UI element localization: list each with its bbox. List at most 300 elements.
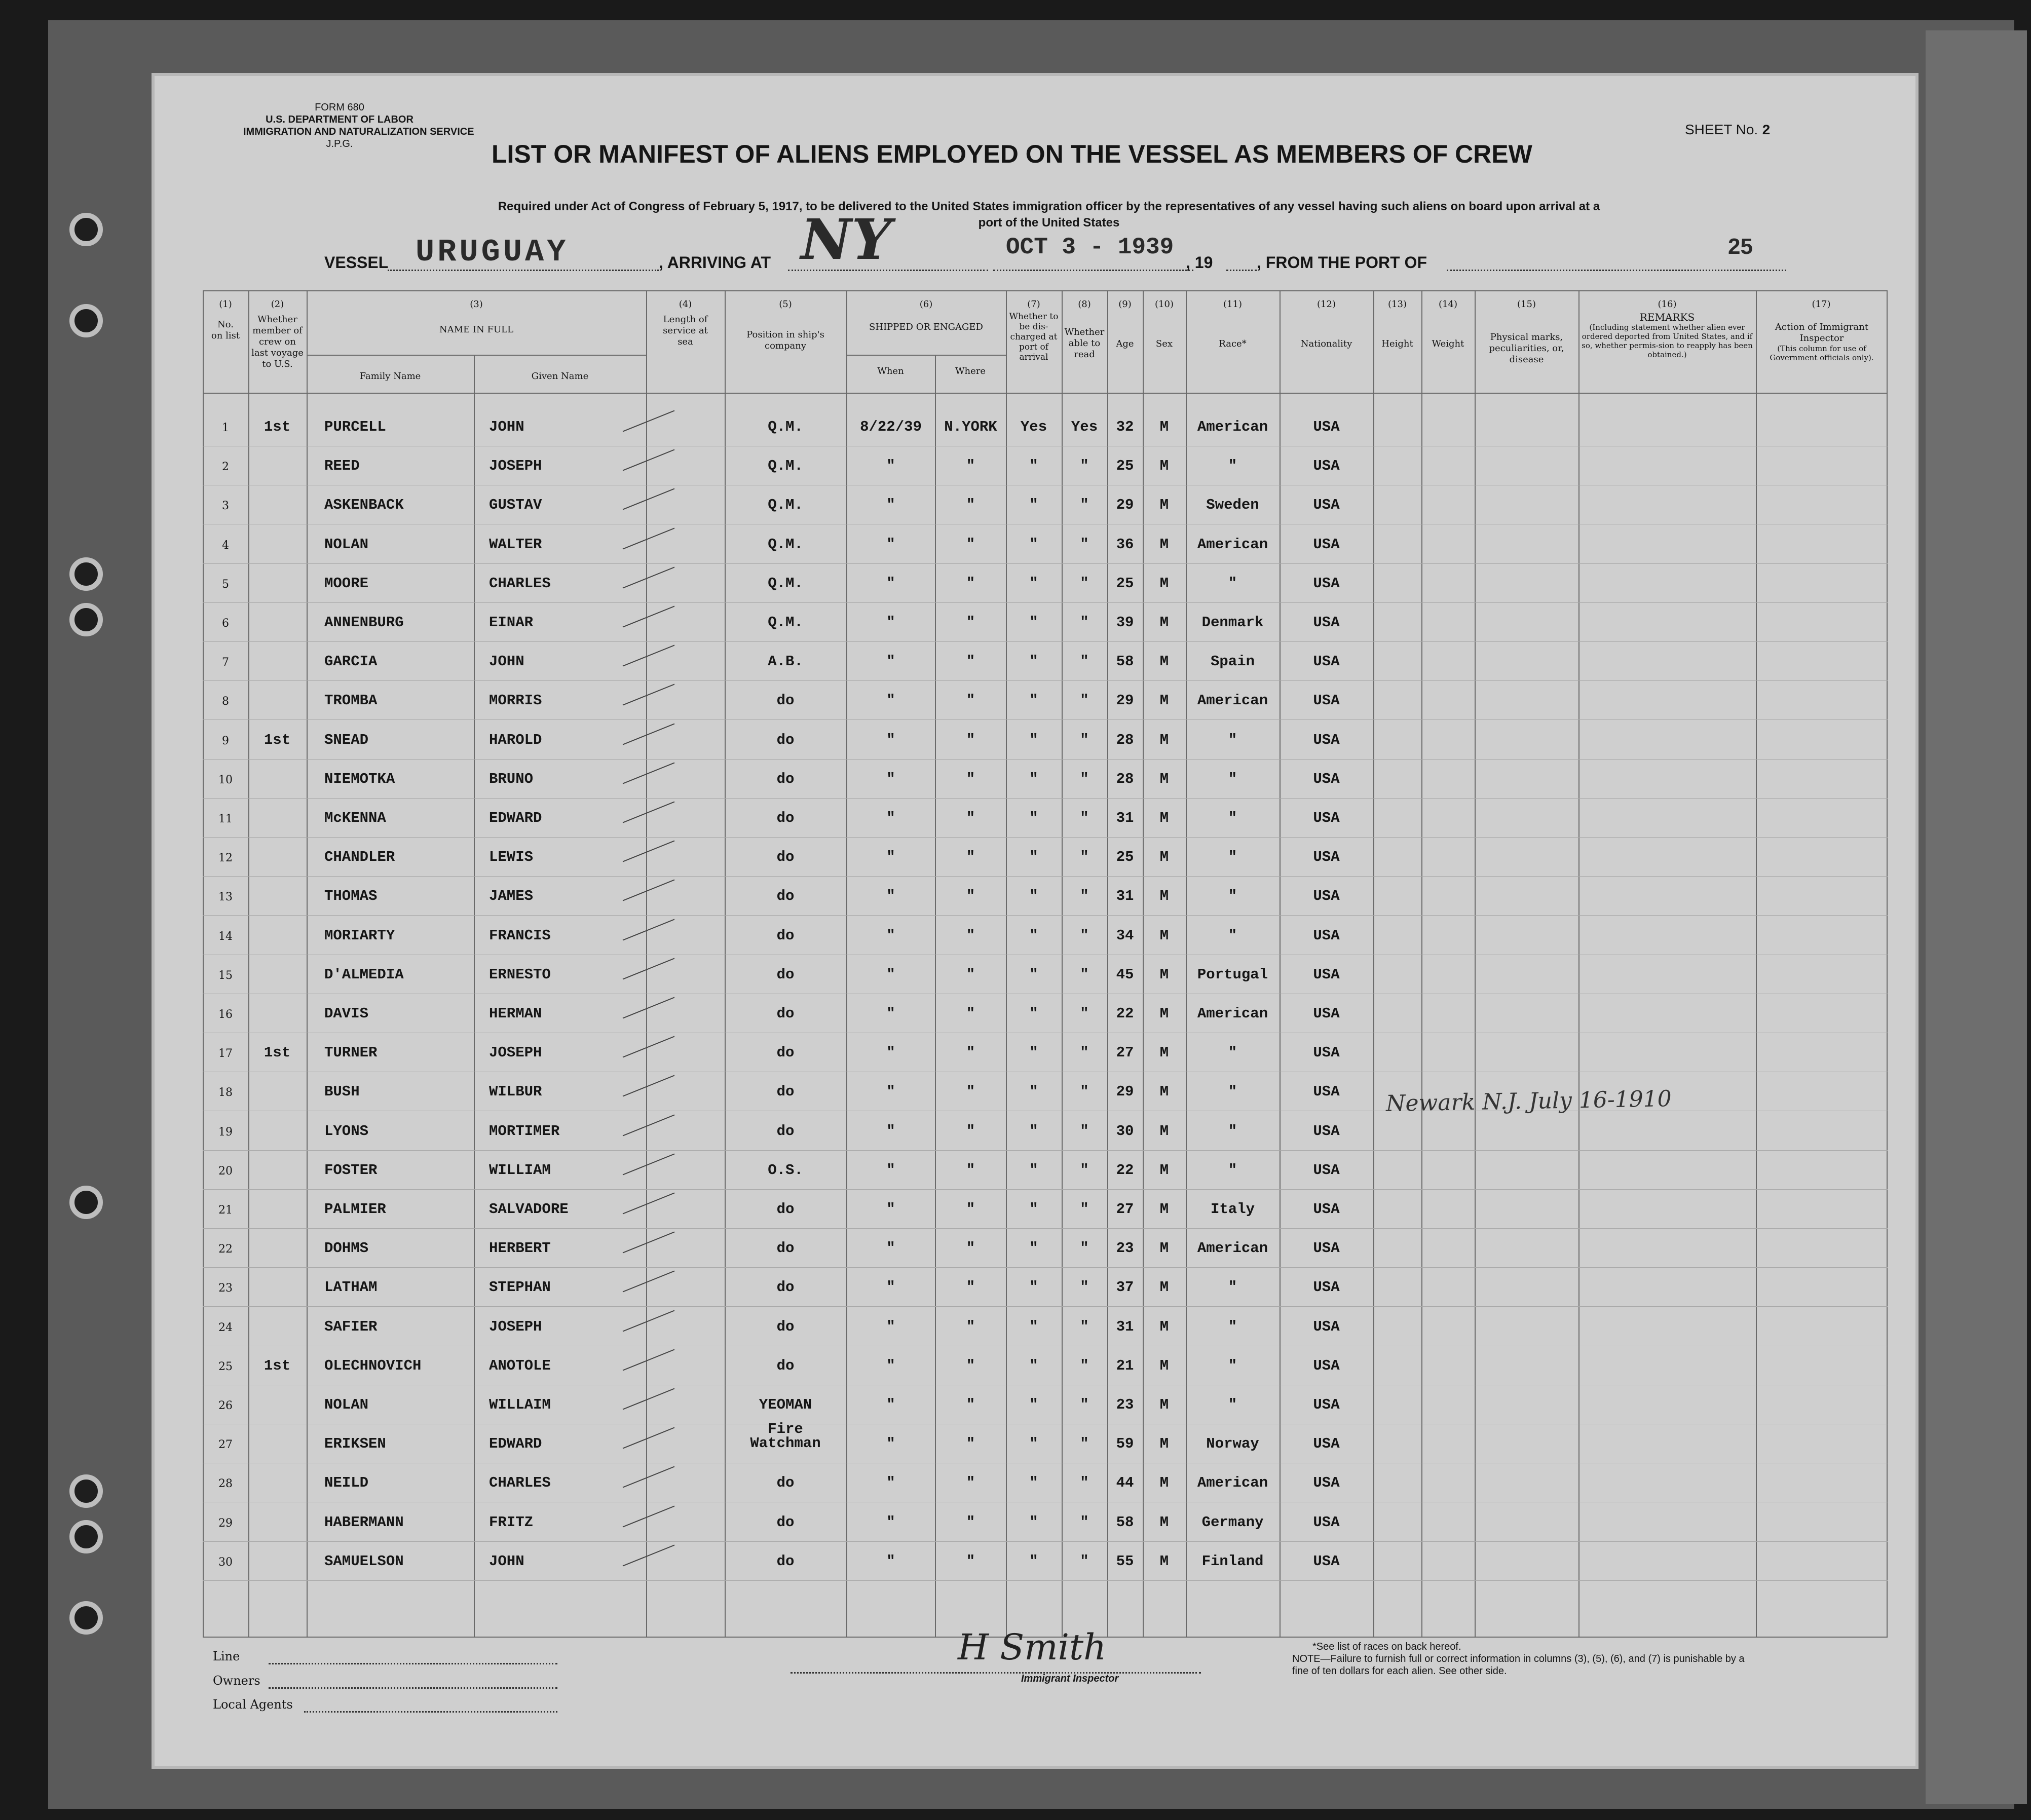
header-height: Height [1381, 338, 1413, 349]
given-name-cell: WILBUR [489, 1083, 542, 1101]
form-number: FORM 680 [315, 102, 364, 113]
shipped-when-cell: " [886, 1513, 895, 1531]
family-name-cell: PURCELL [324, 419, 386, 435]
position-cell: Q.M. [768, 497, 803, 514]
nationality-cell: USA [1313, 419, 1340, 435]
shipped-where-cell: " [966, 1122, 975, 1140]
nationality-cell: USA [1313, 1474, 1340, 1492]
nationality-cell: USA [1313, 1318, 1340, 1335]
discharged-cell: " [1029, 927, 1038, 944]
shipped-when-cell: 8/22/39 [860, 419, 922, 435]
nationality-cell: USA [1313, 770, 1340, 787]
col-num: (17) [1812, 299, 1831, 310]
able-to-read-cell: " [1080, 458, 1089, 475]
nationality-cell: USA [1313, 1435, 1340, 1453]
age-cell: 23 [1116, 1240, 1134, 1257]
able-to-read-cell: " [1080, 614, 1089, 631]
family-name-cell: PALMIER [324, 1201, 386, 1218]
sex-cell: M [1159, 1318, 1169, 1335]
table-top-rule [203, 290, 1888, 291]
race-cell: " [1228, 1279, 1237, 1296]
column-divider [1421, 291, 1422, 1637]
family-name-cell: THOMAS [324, 888, 378, 905]
vessel-label: VESSEL [324, 253, 389, 272]
col-num: (15) [1517, 299, 1536, 310]
header-discharged: Whether to be dis-charged at port of arrival [1009, 312, 1059, 362]
name-header-rule [307, 355, 646, 356]
row-number-cell: 19 [218, 1125, 233, 1139]
shipped-when-cell: " [886, 614, 895, 631]
shipped-where-cell: " [966, 1435, 975, 1453]
shipped-where-cell: " [966, 966, 975, 983]
able-to-read-cell: " [1080, 1513, 1089, 1531]
sex-cell: M [1159, 614, 1169, 631]
header-age: Age [1116, 338, 1134, 349]
discharged-cell: " [1029, 1435, 1038, 1453]
shipped-where-cell: " [966, 614, 975, 631]
race-cell: " [1228, 1357, 1237, 1374]
shipped-when-cell: " [886, 497, 895, 514]
able-to-read-cell: " [1080, 1044, 1089, 1061]
col-num: (13) [1388, 299, 1407, 310]
row-number-cell: 4 [222, 539, 229, 552]
row-number-cell: 28 [218, 1477, 233, 1491]
given-name-cell: JOSEPH [489, 458, 542, 475]
age-cell: 27 [1116, 1044, 1134, 1061]
name-subdivider [474, 355, 475, 1637]
header-shipped-or-engaged: SHIPPED OR ENGAGED [869, 322, 983, 332]
sex-cell: M [1159, 1357, 1169, 1374]
family-name-cell: DAVIS [324, 1005, 369, 1022]
position-cell: do [776, 849, 795, 866]
position-cell: do [776, 1279, 795, 1296]
col-num: (7) [1027, 299, 1040, 310]
race-cell: " [1228, 575, 1237, 592]
position-cell: YEOMAN [759, 1396, 812, 1413]
nationality-cell: USA [1313, 692, 1340, 709]
given-name-cell: JOHN [489, 653, 524, 670]
sheet-label: SHEET No. [1685, 122, 1758, 137]
row-rule [203, 1150, 1888, 1151]
shipped-where-cell: " [966, 1552, 975, 1570]
row-number-cell: 3 [222, 500, 229, 513]
shipped-when-cell: " [886, 888, 895, 905]
sex-cell: M [1159, 653, 1169, 670]
sex-cell: M [1159, 1513, 1169, 1531]
discharged-cell: " [1029, 1318, 1038, 1335]
shipped-when-cell: " [886, 1357, 895, 1374]
discharged-cell: " [1029, 849, 1038, 866]
nationality-cell: USA [1313, 653, 1340, 670]
race-cell: Spain [1210, 653, 1255, 670]
row-number-cell: 7 [222, 656, 229, 669]
position-cell: do [776, 1474, 795, 1492]
position-cell: do [776, 966, 795, 983]
row-rule [203, 602, 1888, 603]
header-no-on-list: No. on list [211, 319, 240, 341]
age-cell: 39 [1116, 614, 1134, 631]
sex-cell: M [1159, 810, 1169, 826]
position-cell: do [776, 810, 795, 826]
vessel-name: URUGUAY [416, 234, 569, 270]
family-name-cell: SNEAD [324, 731, 369, 748]
col-num: (6) [919, 299, 933, 310]
printer-code: J.P.G. [326, 138, 353, 149]
position-cell: do [776, 1240, 795, 1257]
given-name-cell: CHARLES [489, 1474, 551, 1492]
local-agents-label: Local Agents [213, 1697, 293, 1712]
row-number-cell: 24 [218, 1321, 233, 1334]
race-cell: " [1228, 1396, 1237, 1413]
race-cell: " [1228, 1161, 1237, 1179]
column-divider [307, 291, 308, 1637]
race-cell: " [1228, 1122, 1237, 1140]
age-cell: 22 [1116, 1005, 1134, 1022]
shipped-when-cell: " [886, 1240, 895, 1257]
age-cell: 58 [1116, 653, 1134, 670]
nationality-cell: USA [1313, 575, 1340, 592]
age-cell: 31 [1116, 888, 1134, 905]
row-rule [203, 1228, 1888, 1229]
age-cell: 21 [1116, 1357, 1134, 1374]
header-given-name: Given Name [531, 371, 589, 382]
row-number-cell: 13 [218, 891, 233, 904]
row-number-cell: 8 [222, 695, 229, 708]
sex-cell: M [1159, 1044, 1169, 1061]
shipped-where-cell: " [966, 888, 975, 905]
age-cell: 28 [1116, 770, 1134, 787]
discharged-cell: " [1029, 1552, 1038, 1570]
nationality-cell: USA [1313, 731, 1340, 748]
agents-dots [304, 1711, 557, 1713]
family-name-cell: SAMUELSON [324, 1552, 404, 1570]
row-rule [203, 680, 1888, 681]
age-cell: 27 [1116, 1201, 1134, 1218]
owners-dots [269, 1687, 557, 1689]
age-cell: 25 [1116, 849, 1134, 866]
row-rule [203, 759, 1888, 760]
row-number-cell: 23 [218, 1282, 233, 1295]
shipped-where-cell: " [966, 458, 975, 475]
given-name-cell: JOSEPH [489, 1044, 542, 1061]
nationality-cell: USA [1313, 536, 1340, 553]
shipped-when-cell: " [886, 927, 895, 944]
row-rule [203, 719, 1888, 720]
race-cell: Portugal [1197, 966, 1268, 983]
row-rule [203, 798, 1888, 799]
binder-hole [69, 603, 103, 636]
able-to-read-cell: " [1080, 731, 1089, 748]
row-number-cell: 12 [218, 852, 233, 865]
header-sex: Sex [1155, 338, 1173, 349]
able-to-read-cell: " [1080, 1005, 1089, 1022]
row-number-cell: 9 [222, 734, 229, 747]
family-name-cell: FOSTER [324, 1161, 378, 1179]
position-cell: do [776, 770, 795, 787]
shipped-where-cell: " [966, 575, 975, 592]
nationality-cell: USA [1313, 1240, 1340, 1257]
position-cell: Q.M. [768, 614, 803, 631]
col-num: (16) [1658, 299, 1677, 310]
shipped-when-cell: " [886, 1083, 895, 1101]
row-number-cell: 26 [218, 1399, 233, 1412]
able-to-read-cell: " [1080, 692, 1089, 709]
position-cell: do [776, 692, 795, 709]
inspector-label: Immigrant Inspector [1021, 1673, 1119, 1684]
discharged-cell: " [1029, 888, 1038, 905]
able-to-read-cell: " [1080, 1279, 1089, 1296]
nationality-cell: USA [1313, 1201, 1340, 1218]
sex-cell: M [1159, 1122, 1169, 1140]
family-name-cell: NEILD [324, 1474, 369, 1492]
header-family-name: Family Name [359, 371, 421, 382]
header-able-to-read: Whether able to read [1064, 327, 1105, 360]
column-divider [1186, 291, 1187, 1637]
line-label: Line [213, 1649, 240, 1663]
able-to-read-cell: " [1080, 888, 1089, 905]
shipped-when-cell: " [886, 1474, 895, 1492]
row-rule [203, 641, 1888, 642]
sex-cell: M [1159, 731, 1169, 748]
given-name-cell: STEPHAN [489, 1279, 551, 1296]
family-name-cell: TROMBA [324, 692, 378, 709]
able-to-read-cell: " [1080, 1318, 1089, 1335]
row-number-cell: 18 [218, 1086, 233, 1099]
row-number-cell: 10 [218, 773, 233, 786]
race-cell: " [1228, 810, 1237, 826]
arriving-label: , ARRIVING AT [659, 253, 771, 272]
given-name-cell: WILLIAM [489, 1161, 551, 1179]
sex-cell: M [1159, 1474, 1169, 1492]
row-rule [203, 915, 1888, 916]
age-cell: 29 [1116, 497, 1134, 514]
race-cell: American [1197, 1005, 1268, 1022]
col-num: (10) [1155, 299, 1174, 310]
arriving-port: NY [801, 207, 892, 272]
discharged-cell: " [1029, 1240, 1038, 1257]
col-num: (11) [1223, 299, 1242, 310]
discharged-cell: " [1029, 1357, 1038, 1374]
shipped-when-cell: " [886, 1552, 895, 1570]
col-num: (8) [1078, 299, 1091, 310]
shipped-when-cell: " [886, 1396, 895, 1413]
discharged-cell: " [1029, 458, 1038, 475]
given-name-cell: JOHN [489, 1552, 524, 1570]
position-cell: do [776, 731, 795, 748]
family-name-cell: LATHAM [324, 1279, 378, 1296]
column-divider [846, 291, 847, 1637]
discharged-cell: " [1029, 1161, 1038, 1179]
nationality-cell: USA [1313, 1279, 1340, 1296]
col-num: (14) [1439, 299, 1457, 310]
row-number-cell: 1 [222, 422, 229, 434]
shipped-where-cell: " [966, 927, 975, 944]
race-cell: American [1197, 419, 1268, 435]
given-name-cell: MORRIS [489, 692, 542, 709]
from-port-label: , FROM THE PORT OF [1257, 253, 1427, 272]
shipped-when-cell: " [886, 1435, 895, 1453]
row-number-cell: 17 [218, 1047, 233, 1060]
nationality-cell: USA [1313, 927, 1340, 944]
nationality-cell: USA [1313, 888, 1340, 905]
position-cell: A.B. [768, 653, 803, 670]
sex-cell: M [1159, 1201, 1169, 1218]
row-number-cell: 20 [218, 1164, 233, 1178]
position-cell: do [776, 1122, 795, 1140]
discharged-cell: " [1029, 1044, 1038, 1061]
sex-cell: M [1159, 888, 1169, 905]
row-number-cell: 11 [218, 813, 233, 825]
able-to-read-cell: " [1080, 1161, 1089, 1179]
able-to-read-cell: " [1080, 770, 1089, 787]
family-name-cell: MOORE [324, 575, 369, 592]
family-name-cell: MORIARTY [324, 927, 395, 944]
col-num: (9) [1118, 299, 1132, 310]
row-rule [203, 1267, 1888, 1268]
discharged-cell: " [1029, 1474, 1038, 1492]
able-to-read-cell: " [1080, 1396, 1089, 1413]
given-name-cell: BRUNO [489, 770, 534, 787]
race-cell: American [1197, 1474, 1268, 1492]
nationality-cell: USA [1313, 1552, 1340, 1570]
given-name-cell: ERNESTO [489, 966, 551, 983]
remarks-title: REMARKS [1639, 311, 1695, 323]
family-name-cell: CHANDLER [324, 849, 395, 866]
shipped-where-cell: " [966, 653, 975, 670]
nationality-cell: USA [1313, 1083, 1340, 1101]
nationality-cell: USA [1313, 1396, 1340, 1413]
family-name-cell: REED [324, 458, 360, 475]
given-name-cell: EINAR [489, 614, 534, 631]
row-number-cell: 2 [222, 461, 229, 474]
binder-hole [69, 1186, 103, 1219]
given-name-cell: CHARLES [489, 575, 551, 592]
column-divider [1756, 291, 1757, 1637]
given-name-cell: WALTER [489, 536, 542, 553]
column-divider [1373, 291, 1374, 1637]
shipped-when-cell: " [886, 849, 895, 866]
age-cell: 59 [1116, 1435, 1134, 1453]
binder-hole [69, 213, 103, 246]
race-cell: " [1228, 927, 1237, 944]
signature-line [791, 1672, 1201, 1674]
race-cell: Italy [1210, 1201, 1255, 1218]
nationality-cell: USA [1313, 614, 1340, 631]
page-number: 25 [1728, 234, 1753, 259]
discharged-cell: " [1029, 536, 1038, 553]
family-name-cell: OLECHNOVICH [324, 1357, 422, 1374]
able-to-read-cell: " [1080, 1083, 1089, 1101]
family-name-cell: ERIKSEN [324, 1435, 386, 1453]
discharged-cell: Yes [1020, 419, 1047, 435]
race-cell: " [1228, 731, 1237, 748]
row-rule [203, 837, 1888, 838]
sex-cell: M [1159, 536, 1169, 553]
age-cell: 31 [1116, 1318, 1134, 1335]
position-cell: do [776, 927, 795, 944]
shipped-where-cell: " [966, 1396, 975, 1413]
discharged-cell: " [1029, 1122, 1038, 1140]
family-name-cell: ANNENBURG [324, 614, 404, 631]
nationality-cell: USA [1313, 1044, 1340, 1061]
shipped-when-cell: " [886, 810, 895, 826]
family-name-cell: SAFIER [324, 1318, 378, 1335]
binder-hole [69, 557, 103, 591]
age-cell: 28 [1116, 731, 1134, 748]
position-cell: Q.M. [768, 575, 803, 592]
given-name-cell: HAROLD [489, 731, 542, 748]
column-divider [1107, 291, 1108, 1637]
race-cell: Sweden [1206, 497, 1259, 514]
shipped-where-cell: " [966, 497, 975, 514]
discharged-cell: " [1029, 692, 1038, 709]
header-name-in-full: NAME IN FULL [439, 324, 514, 335]
race-cell: " [1228, 849, 1237, 866]
row-rule [203, 1189, 1888, 1190]
nationality-cell: USA [1313, 1005, 1340, 1022]
position-cell: do [776, 1513, 795, 1531]
nationality-cell: USA [1313, 458, 1340, 475]
inspector-signature: H Smith [958, 1626, 1107, 1668]
shipped-when-cell: " [886, 966, 895, 983]
shipped-where-cell: " [966, 731, 975, 748]
age-cell: 31 [1116, 810, 1134, 826]
race-cell: American [1197, 692, 1268, 709]
shipped-where-cell: " [966, 1318, 975, 1335]
crew-last-voyage-cell: 1st [264, 731, 291, 748]
col-num: (1) [219, 299, 232, 310]
age-cell: 30 [1116, 1122, 1134, 1140]
position-cell: do [776, 1005, 795, 1022]
row-number-cell: 27 [218, 1438, 233, 1452]
header-crew-last-voyage: Whether member of crew on last voyage to U.S. [251, 314, 304, 369]
shipped-when-cell: " [886, 575, 895, 592]
sex-cell: M [1159, 1279, 1169, 1296]
year-label: , 19 [1186, 253, 1213, 272]
given-name-cell: LEWIS [489, 849, 534, 866]
form-header [243, 101, 474, 150]
position-cell: do [776, 1083, 795, 1101]
subtitle-line-1: Required under Act of Congress of February 5, 1917, to be delivered to the United States immigration officer by the representatives of any vessel having such aliens on board upon arrival at a [498, 200, 1600, 213]
family-name-cell: LYONS [324, 1122, 369, 1140]
shipped-where-cell: " [966, 810, 975, 826]
age-cell: 37 [1116, 1279, 1134, 1296]
sheet-number [1685, 122, 1771, 139]
crew-last-voyage-cell: 1st [264, 1044, 291, 1061]
family-name-cell: GARCIA [324, 653, 378, 670]
given-name-cell: EDWARD [489, 1435, 542, 1453]
shipped-when-cell: " [886, 770, 895, 787]
shipped-when-cell: " [886, 1201, 895, 1218]
able-to-read-cell: " [1080, 536, 1089, 553]
given-name-cell: MORTIMER [489, 1122, 560, 1140]
position-cell: do [776, 1044, 795, 1061]
discharged-cell: " [1029, 1005, 1038, 1022]
column-divider [1578, 291, 1579, 1637]
column-divider [646, 291, 647, 1637]
given-name-cell: ANOTOLE [489, 1357, 551, 1374]
given-name-cell: GUSTAV [489, 497, 542, 514]
row-number-cell: 5 [222, 578, 229, 591]
position-cell: Fire Watchman [750, 1421, 821, 1452]
col-num: (4) [679, 299, 692, 310]
shipped-when-cell: " [886, 1318, 895, 1335]
given-name-cell: JOSEPH [489, 1318, 542, 1335]
position-cell: O.S. [768, 1161, 803, 1179]
column-divider [248, 291, 249, 1637]
year-dots [1226, 270, 1257, 271]
family-name-cell: NIEMOTKA [324, 770, 395, 787]
